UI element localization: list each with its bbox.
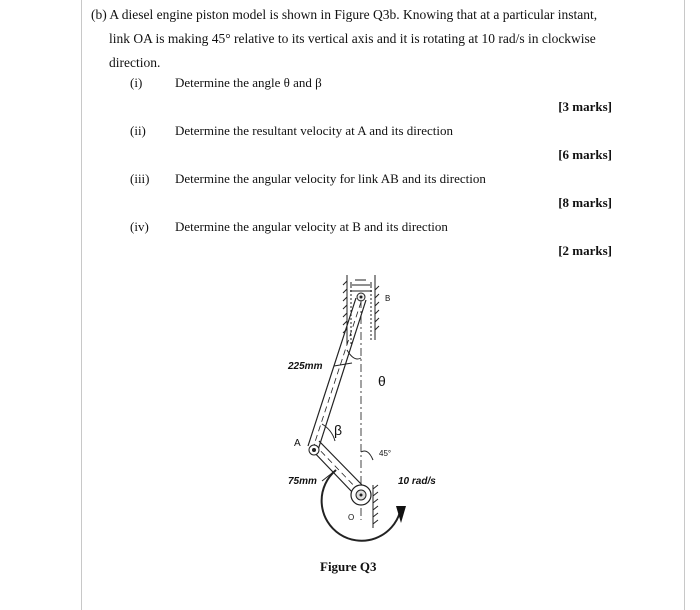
intro-line-1: (b) A diesel engine piston model is shown in Figure Q3b. Knowing that at a particular instant, xyxy=(91,7,598,22)
label-angular-speed: 10 rad/s xyxy=(398,476,436,487)
question-number: (iv) xyxy=(130,219,149,234)
dim-225-leader xyxy=(334,363,352,366)
question-number: (iii) xyxy=(130,171,150,186)
question-number: (ii) xyxy=(130,123,146,138)
label-beta: β xyxy=(334,422,343,438)
marks-label: [8 marks] xyxy=(558,195,612,210)
label-225mm: 225mm xyxy=(288,361,323,372)
marks-label: [3 marks] xyxy=(558,99,612,114)
label-theta: θ xyxy=(378,373,386,389)
question-number: (i) xyxy=(130,75,143,90)
ground-support xyxy=(373,485,378,528)
figure-caption: Figure Q3 xyxy=(320,559,377,574)
angle-45-arc xyxy=(361,451,373,460)
question-text: Determine the resultant velocity at A and its direction xyxy=(175,123,453,138)
marks-label: [2 marks] xyxy=(558,243,612,258)
label-75mm: 75mm xyxy=(288,476,317,487)
label-b: B xyxy=(385,294,391,303)
marks-label: [6 marks] xyxy=(558,147,612,162)
label-a: A xyxy=(294,438,301,449)
label-45-degrees: 45° xyxy=(379,449,392,458)
question-text: Determine the angular velocity for link AB and its direction xyxy=(175,171,486,186)
dim-75-leader xyxy=(322,470,336,481)
intro-line-2: link OA is making 45° relative to its vertical axis and it is rotating at 10 rad/s in clockwise xyxy=(109,31,596,46)
question-text: Determine the angular velocity at B and its direction xyxy=(175,219,448,234)
pin-b-center xyxy=(360,296,363,299)
pivot-o-center xyxy=(360,494,363,497)
pin-a-center xyxy=(312,448,316,452)
intro-line-3: direction. xyxy=(109,55,161,70)
question-text: Determine the angle θ and β xyxy=(175,75,322,90)
label-o: O xyxy=(348,513,355,522)
